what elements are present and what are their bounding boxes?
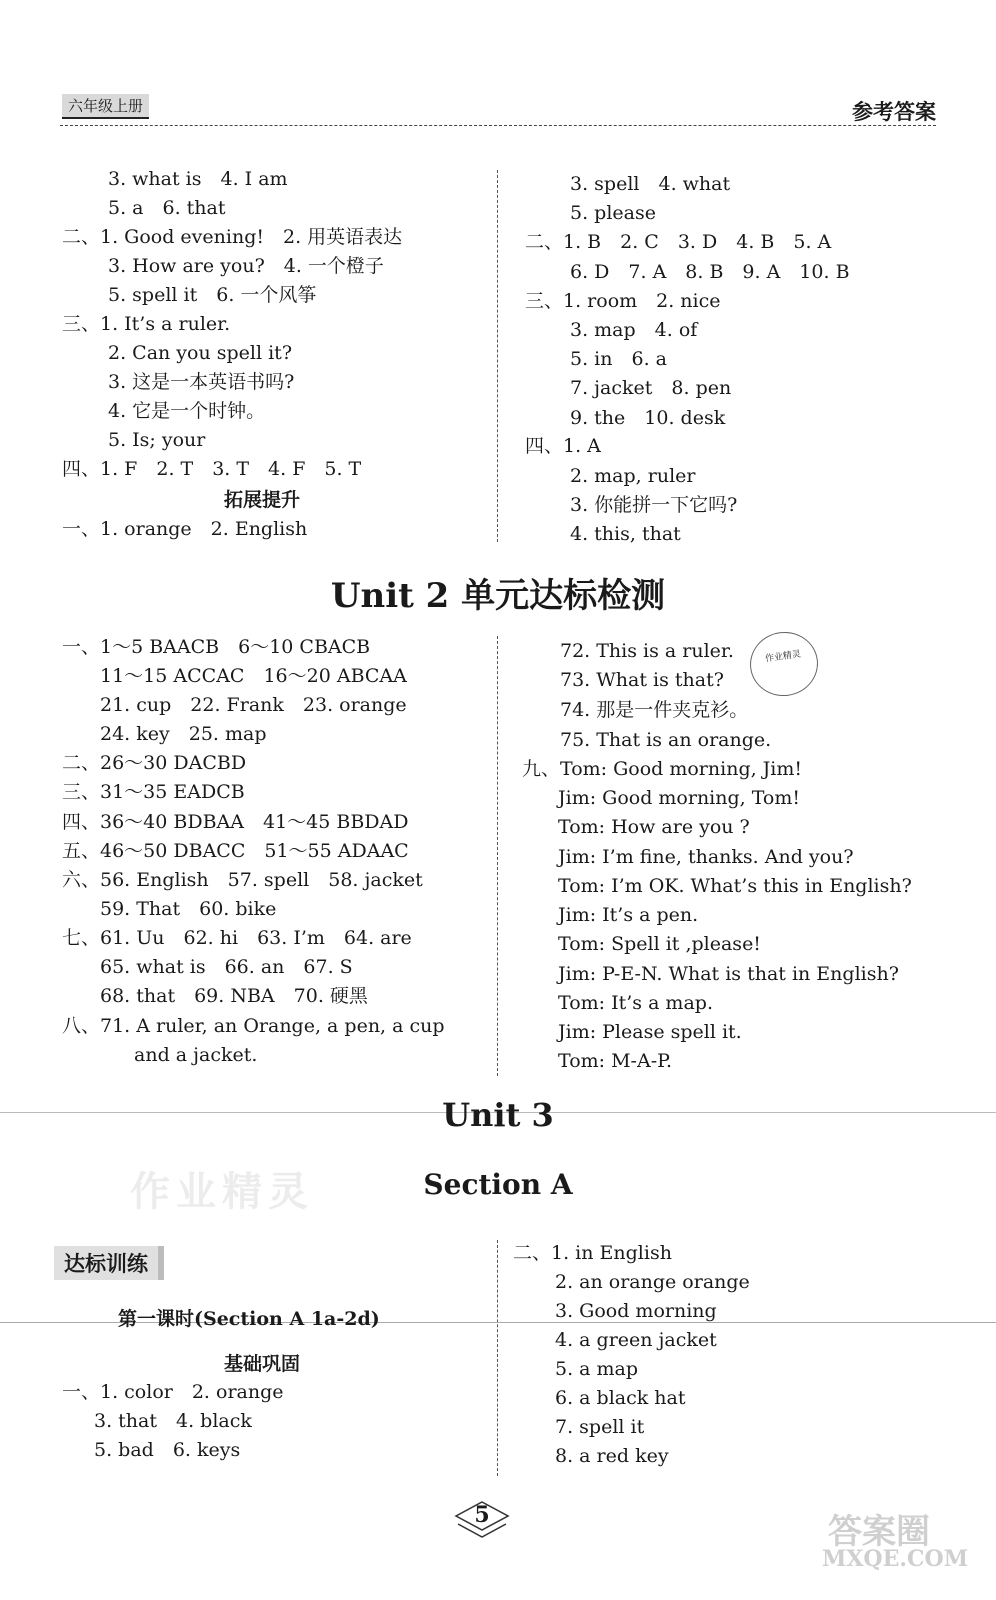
- answer-line: 二、1. Good evening! 2. 用英语表达: [62, 226, 403, 248]
- basics-heading: 基础巩固: [223, 1353, 300, 1375]
- site-url: MXQE.COM: [822, 1546, 969, 1572]
- answer-line: 4. a green jacket: [555, 1329, 717, 1351]
- answer-line: 59. That 60. bike: [100, 898, 277, 920]
- answer-line: 二、1. B 2. C 3. D 4. B 5. A: [525, 231, 832, 253]
- answer-line: 7. jacket 8. pen: [570, 377, 732, 399]
- answer-line: 3. How are you? 4. 一个橙子: [108, 255, 384, 277]
- answer-key-title: 参考答案: [852, 99, 936, 124]
- page-number-badge: [448, 1500, 516, 1540]
- answer-line: 3. map 4. of: [570, 319, 698, 341]
- answer-line: 3. 你能拼一下它吗?: [570, 494, 738, 516]
- section-title: Section A: [423, 1168, 573, 1201]
- answer-line: 九、Tom: Good morning, Jim!: [522, 758, 803, 780]
- answer-line: 75. That is an orange.: [560, 729, 772, 751]
- answer-line: 2. an orange orange: [555, 1271, 750, 1293]
- answer-line: 72. This is a ruler.: [560, 640, 734, 662]
- header-divider: [60, 125, 936, 126]
- answer-line: 四、1. A: [525, 435, 601, 457]
- answer-line: 2. map, ruler: [570, 465, 696, 487]
- column-divider-unit2: [497, 636, 498, 1076]
- answer-line: 3. what is 4. I am: [108, 168, 288, 190]
- answer-line: 4. 它是一个时钟。: [108, 400, 266, 422]
- answer-line: Tom: M-A-P.: [558, 1050, 673, 1072]
- answer-line: 5. bad 6. keys: [94, 1439, 241, 1461]
- answer-line: 8. a red key: [555, 1445, 669, 1467]
- answer-line: Tom: It’s a map.: [558, 992, 713, 1014]
- page-number: 5: [474, 1502, 490, 1528]
- answer-line: 5. please: [570, 202, 656, 224]
- column-divider-unit3: [497, 1240, 498, 1476]
- lesson-title: 第一课时(Section A 1a-2d): [118, 1308, 380, 1330]
- site-logo: 答案圈: [828, 1512, 930, 1552]
- answer-line: 5. a map: [555, 1358, 639, 1380]
- answer-line: Jim: It’s a pen.: [558, 904, 699, 926]
- answer-line: 3. 这是一本英语书吗?: [108, 371, 295, 393]
- answer-line: Tom: I’m OK. What’s this in English?: [558, 875, 912, 897]
- answer-line: 三、1. room 2. nice: [525, 290, 721, 312]
- unit3-title: Unit 3: [442, 1096, 554, 1134]
- answer-line: 二、26～30 DACBD: [62, 752, 247, 774]
- answer-line: 四、36～40 BDBAA 41～45 BBDAD: [62, 811, 409, 833]
- answer-line: and a jacket.: [134, 1044, 258, 1066]
- answer-line: 6. a black hat: [555, 1387, 686, 1409]
- answer-line: 5. Is; your: [108, 429, 206, 451]
- answer-line: 2. Can you spell it?: [108, 342, 293, 364]
- answer-line: 7. spell it: [555, 1416, 645, 1438]
- answer-line: 68. that 69. NBA 70. 硬黑: [100, 985, 368, 1007]
- answer-line: 3. spell 4. what: [570, 173, 731, 195]
- answer-line: Jim: I’m fine, thanks. And you?: [558, 846, 854, 868]
- answer-line: Tom: Spell it ,please!: [558, 933, 761, 955]
- answer-line: Jim: P-E-N. What is that in English?: [558, 963, 899, 985]
- stamp-seal: [746, 628, 822, 701]
- answer-line: 21. cup 22. Frank 23. orange: [100, 694, 407, 716]
- answer-line: 七、61. Uu 62. hi 63. I’m 64. are: [62, 927, 412, 949]
- unit2-title: Unit 2 单元达标检测: [330, 576, 666, 616]
- extension-heading: 拓展提升: [223, 489, 300, 511]
- answer-line: Jim: Please spell it.: [558, 1021, 742, 1043]
- answer-line: 一、1. color 2. orange: [62, 1381, 284, 1403]
- answer-line: 一、1. orange 2. English: [62, 518, 308, 540]
- answer-line: 11～15 ACCAC 16～20 ABCAA: [100, 665, 407, 687]
- practice-label: 达标训练: [54, 1246, 164, 1280]
- answer-line: 五、46～50 DBACC 51～55 ADAAC: [62, 840, 409, 862]
- answer-line: 74. 那是一件夹克衫。: [560, 699, 749, 721]
- answer-line: 3. that 4. black: [94, 1410, 252, 1432]
- answer-line: 三、31～35 EADCB: [62, 781, 245, 803]
- answer-line: 24. key 25. map: [100, 723, 267, 745]
- answer-line: 6. D 7. A 8. B 9. A 10. B: [570, 261, 850, 283]
- answer-line: 73. What is that?: [560, 669, 724, 691]
- watermark-text: 作业精灵: [130, 1168, 314, 1215]
- answer-line: 5. a 6. that: [108, 197, 226, 219]
- answer-line: 65. what is 66. an 67. S: [100, 956, 353, 978]
- answer-line: 四、1. F 2. T 3. T 4. F 5. T: [62, 458, 362, 480]
- answer-line: 3. Good morning: [555, 1300, 717, 1322]
- answer-line: 5. spell it 6. 一个风筝: [108, 284, 317, 306]
- answer-line: 4. this, that: [570, 523, 681, 545]
- column-divider-top: [497, 170, 498, 542]
- answer-line: 八、71. A ruler, an Orange, a pen, a cup: [62, 1015, 445, 1037]
- answer-line: 六、56. English 57. spell 58. jacket: [62, 869, 423, 891]
- answer-line: 5. in 6. a: [570, 348, 667, 370]
- answer-line: 一、1～5 BAACB 6～10 CBACB: [62, 636, 371, 658]
- answer-line: 二、1. in English: [513, 1242, 672, 1264]
- answer-line: 9. the 10. desk: [570, 407, 726, 429]
- stamp-text: 作业精灵: [764, 649, 802, 665]
- answer-line: 三、1. It’s a ruler.: [62, 313, 231, 335]
- grade-label: 六年级上册: [62, 94, 149, 119]
- answer-line: Jim: Good morning, Tom!: [558, 787, 801, 809]
- answer-line: Tom: How are you ?: [558, 816, 750, 838]
